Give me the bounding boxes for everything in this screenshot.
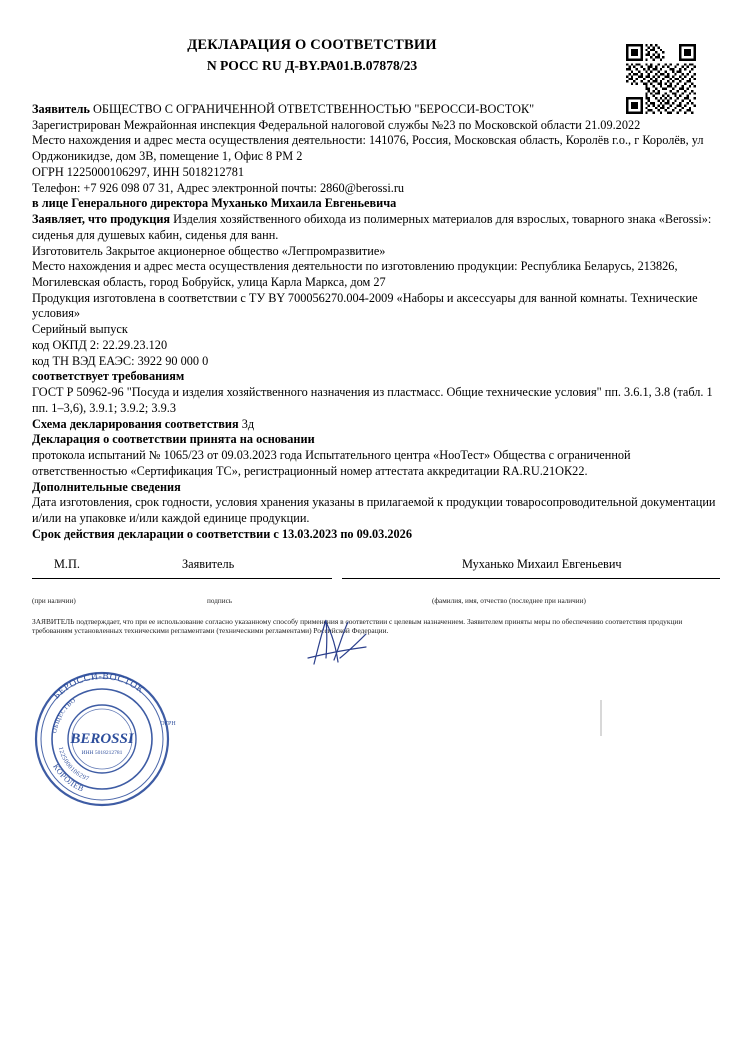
svg-text:БЕРОССИ-ВОСТОК: БЕРОССИ-ВОСТОК [51,671,146,702]
svg-text:ОБЩЕСТВО: ОБЩЕСТВО [51,696,78,734]
qr-code-icon [626,44,696,114]
signature-captions [32,597,720,613]
okpd-line: код ОКПД 2: 22.29.23.120 [32,337,168,352]
svg-text:КОРОЛЁВ: КОРОЛЁВ [51,762,86,794]
signature-line-right [342,578,720,579]
stamp-place-label: М.П. [54,556,80,571]
manufacturer-label: Изготовитель [32,243,103,258]
scheme-label: Схема декларирования соответствия [32,416,239,431]
applicant-address: Место нахождения и адрес места осуществления деятельности: 141076, Россия, Московская область, Королёв г.о., г Королёв, ул Орджоникидзе, дом 3В, помещение 1, Офис 8 РМ 2 [32,133,704,164]
basis-label: Декларация о соответствии принята на основании [32,432,315,447]
svg-text:1225000106297: 1225000106297 [56,746,91,783]
manufacturer-value: Закрытое акционерное общество «Легпромразвитие» [105,243,386,258]
svg-text:ИНН 5018212781: ИНН 5018212781 [81,750,123,756]
svg-text:ОГРН: ОГРН [160,721,176,727]
tnved-line: код ТН ВЭД ЕАЭС: 3922 90 000 0 [32,353,209,368]
conformity-label: соответствует требованиям [32,369,185,384]
conformity-value: ГОСТ Р 50962-96 "Посуда и изделия хозяйственного назначения из пластмасс. Общие технические условия" пп. 3.6.1, 3.8 (табл. 1 пп. 1–3,6), 3.9.1; 3.9.2; 3.9.3 [32,385,713,415]
title-line-2: N РОСС RU Д-BY.РА01.В.07878/23 [206,57,418,73]
applicant-contacts: Телефон: +7 926 098 07 31, Адрес электронной почты: 2860@berossi.ru [32,180,405,195]
title-line-1: ДЕКЛАРАЦИЯ О СООТВЕТСТВИИ [187,37,437,53]
footnote-text: ЗАЯВИТЕЛЬ подтверждает, что при ее использование согласно указанному способу применения в соответствии с целевым назначением. Заявителем приняты меры по обеспечению соответствия продукции требованиям установленных техническими регламентами (техническими регламентами) Российской Федерации. [32,616,683,636]
document-body [32,102,720,636]
document-title [32,36,592,74]
scheme-line [32,417,720,433]
scheme-value: 3д [241,416,255,431]
signature-applicant-label: Заявитель [182,556,235,571]
manufacturer-address: Место нахождения и адрес места осуществления деятельности по изготовлению продукции: Республика Беларусь, 213826, Могилевская область, город Бобруйск, улица Карла Маркса, дом 27 [32,259,678,290]
additional-label: Дополнительные сведения [32,479,181,494]
manufacturer-line [32,244,720,260]
signature-fio: Муханько Михаил Евгеньевич [462,556,622,571]
scan-artifact [600,700,602,736]
caption-left: (при наличии) [32,596,76,605]
handwritten-signature [296,614,416,670]
caption-right: (фамилия, имя, отчество (последнее при наличии) [432,596,586,605]
applicant-person: в лице Генерального директора Муханько Михаила Евгеньевича [32,196,397,211]
applicant-ogrn-inn: ОГРН 1225000106297, ИНН 5018212781 [32,164,245,179]
declares-line [32,212,720,243]
additional-value: Дата изготовления, срок годности, условия хранения указаны в прилагаемой к продукции товаросопроводительной документации и/или на упаковке и/или каждой единице продукции. [32,495,716,526]
applicant-label: Заявитель [32,101,90,116]
declares-label: Заявляет, что продукция [32,212,171,227]
tu-line: Продукция изготовлена в соответствии с ТУ BY 700056270.004-2009 «Наборы и аксессуары для ванной комнаты. Технические условия» [32,290,698,321]
series-line: Серийный выпуск [32,322,128,337]
validity-term: Срок действия декларации о соответствии с 13.03.2023 по 09.03.2026 [32,526,412,541]
company-seal-stamp [18,655,186,823]
svg-text:BEROSSI: BEROSSI [70,731,134,747]
signature-line-left [32,578,332,579]
applicant-line [32,102,720,118]
applicant-registration: Зарегистрирован Межрайонная инспекция Федеральной налоговой службы №23 по Московской области 21.09.2022 [32,117,641,132]
basis-value: протокола испытаний № 1065/23 от 09.03.2023 года Испытательного центра «НооТест» Общества с ограниченной ответственностью «Сертификация ТС», регистрационный номер аттестата аккредитации RA.RU.21ОК22. [32,448,631,478]
applicant-value: ОБЩЕСТВО С ОГРАНИЧЕННОЙ ОТВЕТСТВЕННОСТЬЮ "БЕРОССИ-ВОСТОК" [93,101,535,116]
document-content [32,36,720,636]
declares-value: Изделия хозяйственного обихода из полимерных материалов для взрослых, товарного знака «Berossi»: сиденья для душевых кабин, сиденья для ванн. [32,212,712,242]
signature-row [32,557,720,597]
caption-center: подпись [207,596,233,605]
